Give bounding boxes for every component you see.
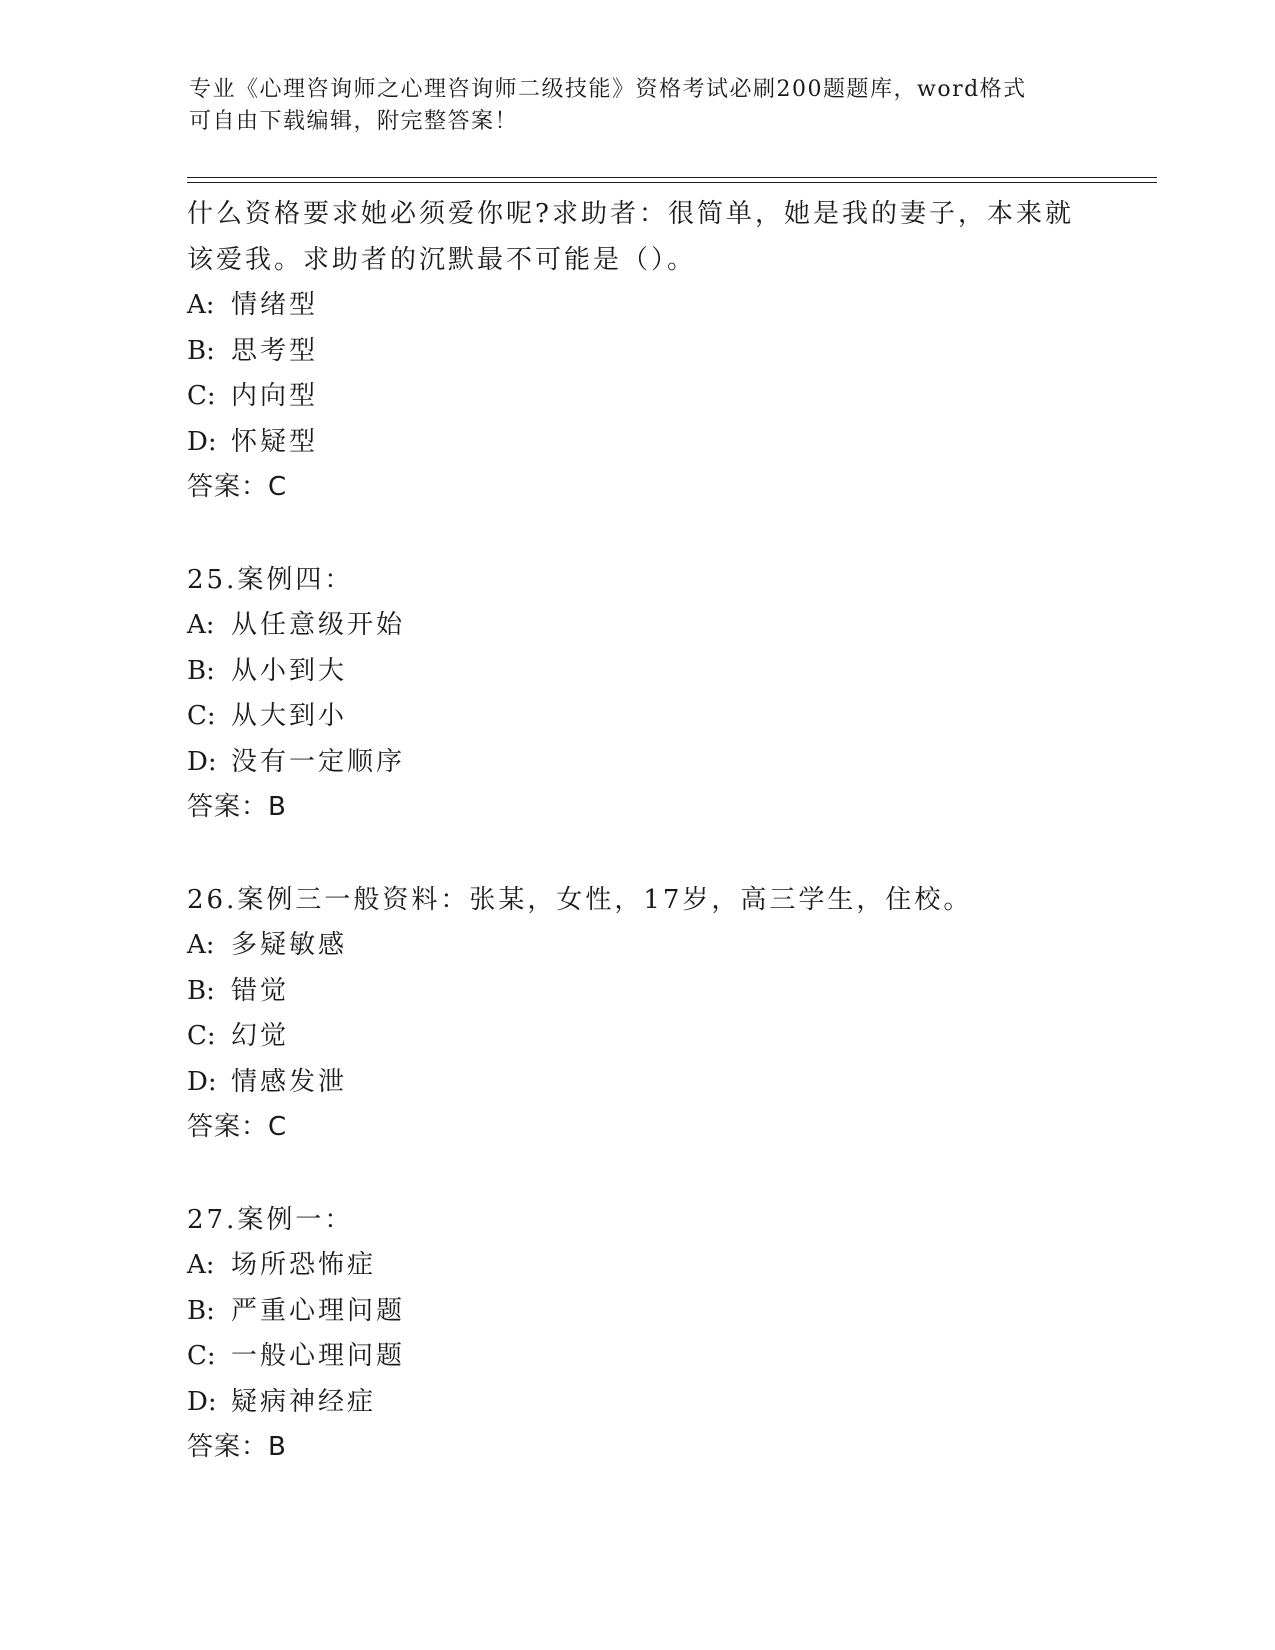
header-title-line-1: 专业《心理咨询师之心理咨询师二级技能》资格考试必刷200题题库，word格式 <box>189 77 1027 102</box>
option-text: 疑病神经症 <box>231 1386 377 1417</box>
question-stem: 27.案例一： <box>187 1204 354 1235</box>
question-stem-line: 什么资格要求她必须爱你呢?求助者：很简单，她是我的妻子，本来就 <box>187 199 1074 229</box>
option-c <box>187 1014 1087 1060</box>
option-letter: A: <box>187 1250 215 1280</box>
question-block-26 <box>187 878 1087 1151</box>
option-a <box>187 603 1087 649</box>
option-letter: B: <box>187 655 215 686</box>
answer-line: 答案：C <box>187 472 288 502</box>
option-a <box>187 923 1087 969</box>
option-letter: B: <box>187 335 215 366</box>
option-letter: C: <box>187 701 216 731</box>
option-letter: D: <box>187 426 217 457</box>
option-letter: C: <box>187 1021 216 1051</box>
spacer <box>187 511 1087 558</box>
option-text: 严重心理问题 <box>231 1295 406 1326</box>
option-text: 从小到大 <box>231 655 348 686</box>
option-text: 思考型 <box>231 335 319 366</box>
header-divider-bottom <box>187 182 1157 183</box>
option-letter: A: <box>187 930 215 960</box>
header-title-line-2: 可自由下载编辑，附完整答案！ <box>189 109 519 134</box>
option-text: 场所恐怖症 <box>231 1250 377 1280</box>
option-letter: B: <box>187 1295 215 1326</box>
option-letter: D: <box>187 1386 217 1417</box>
document-header <box>189 74 1089 138</box>
question-stem: 25.案例四： <box>187 564 354 595</box>
option-a <box>187 283 1087 329</box>
option-b <box>187 329 1087 375</box>
option-c <box>187 694 1087 740</box>
option-d <box>187 420 1087 466</box>
question-block-27 <box>187 1198 1087 1471</box>
question-block-continued <box>187 192 1087 511</box>
option-text: 错觉 <box>231 975 290 1006</box>
option-d <box>187 1060 1087 1106</box>
option-c <box>187 1334 1087 1380</box>
option-letter: A: <box>187 290 215 320</box>
option-letter: C: <box>187 1341 216 1371</box>
option-text: 怀疑型 <box>231 426 319 457</box>
answer-line: 答案：C <box>187 1112 288 1142</box>
option-a <box>187 1243 1087 1289</box>
header-divider-top <box>187 177 1157 178</box>
option-b <box>187 1289 1087 1335</box>
option-text: 从任意级开始 <box>231 610 406 640</box>
option-letter: D: <box>187 746 217 777</box>
spacer <box>187 1151 1087 1198</box>
option-text: 情感发泄 <box>231 1066 348 1097</box>
spacer <box>187 831 1087 878</box>
option-text: 情绪型 <box>231 290 319 320</box>
option-letter: A: <box>187 610 215 640</box>
option-text: 从大到小 <box>231 701 348 731</box>
question-list <box>187 192 1087 1471</box>
option-c <box>187 374 1087 420</box>
option-letter: C: <box>187 381 216 411</box>
answer-line: 答案：B <box>187 1432 287 1462</box>
option-text: 一般心理问题 <box>231 1341 406 1371</box>
question-block-25 <box>187 558 1087 831</box>
option-text: 幻觉 <box>231 1021 290 1051</box>
question-stem: 26.案例三一般资料：张某，女性，17岁，高三学生，住校。 <box>187 884 973 915</box>
option-text: 没有一定顺序 <box>231 746 406 777</box>
answer-line: 答案：B <box>187 792 287 822</box>
option-b <box>187 969 1087 1015</box>
option-d <box>187 740 1087 786</box>
option-b <box>187 649 1087 695</box>
option-letter: B: <box>187 975 215 1006</box>
option-text: 内向型 <box>231 381 319 411</box>
option-letter: D: <box>187 1066 217 1097</box>
question-stem-line: 该爱我。求助者的沉默最不可能是（）。 <box>187 244 697 275</box>
option-d <box>187 1380 1087 1426</box>
option-text: 多疑敏感 <box>231 930 348 960</box>
